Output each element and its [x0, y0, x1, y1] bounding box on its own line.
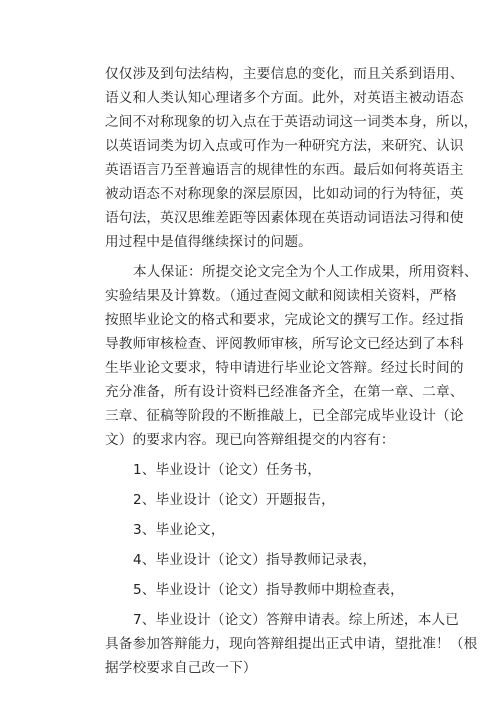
- paragraph-2-line-1: 本人保证：所提交论文完全为个人工作成果，所用资料、: [133, 264, 478, 280]
- list-item-3: 3、毕业论文，: [133, 522, 225, 538]
- paragraph-1-line-1: 仅仅涉及到句法结构，主要信息的变化，而且关系到语用、: [105, 66, 464, 82]
- paragraph-2-line-5: 生毕业论文要求，特申请进行毕业论文答辩。经过长时间的: [105, 360, 464, 376]
- paragraph-1-line-4: 以英语词类为切入点或可作为一种研究方法，来研究、认识: [105, 138, 464, 154]
- paragraph-2-line-8: 文）的要求内容。现已向答辩组提交的内容有：: [105, 432, 395, 448]
- list-item-5: 5、毕业设计（论文）指导教师中期检查表，: [133, 582, 404, 598]
- paragraph-1-line-2: 语义和人类认知心理诸多个方面。此外，对英语主被动语态: [105, 90, 464, 106]
- final-paragraph-line-3: 据学校要求自己改一下）: [105, 660, 257, 676]
- final-paragraph-line-1: 7、毕业设计（论文）答辩申请表。综上所述，本人已: [133, 612, 460, 628]
- paragraph-2-line-3: 按照毕业论文的格式和要求，完成论文的撰写工作。经过指: [105, 312, 464, 328]
- paragraph-2-line-2: 实验结果及计算数。（通过查阅文献和阅读相关资料，严格: [105, 288, 457, 304]
- list-item-4: 4、毕业设计（论文）指导教师记录表，: [133, 552, 377, 568]
- paragraph-1-line-5: 英语语言乃至普遍语言的规律性的东西。最后如何将英语主: [105, 162, 464, 178]
- list-item-1: 1、毕业设计（论文）任务书，: [133, 462, 322, 478]
- paragraph-1-line-6: 被动语态不对称现象的深层原因，比如动词的行为特征，英: [105, 186, 464, 202]
- paragraph-2-line-7: 三章、征稿等阶段的不断推敲上，已全部完成毕业设计（论: [105, 408, 464, 424]
- paragraph-1-line-3: 之间不对称现象的切入点在于英语动词这一词类本身，所以，: [105, 114, 478, 130]
- paragraph-1-line-7: 语句法，英汉思维差距等因素体现在英语动词语法习得和使: [105, 210, 464, 226]
- final-paragraph-line-2: 具备参加答辩能力，现向答辩组提出正式申请，望批准！（根: [105, 636, 478, 652]
- paragraph-1-line-8: 用过程中是值得继续探讨的问题。: [105, 234, 312, 250]
- paragraph-2-line-6: 充分准备，所有设计资料已经准备齐全，在第一章、二章、: [105, 384, 464, 400]
- paragraph-2-line-4: 导教师审核检查、评阅教师审核，所写论文已经达到了本科: [105, 336, 464, 352]
- list-item-2: 2、毕业设计（论文）开题报告，: [133, 492, 335, 508]
